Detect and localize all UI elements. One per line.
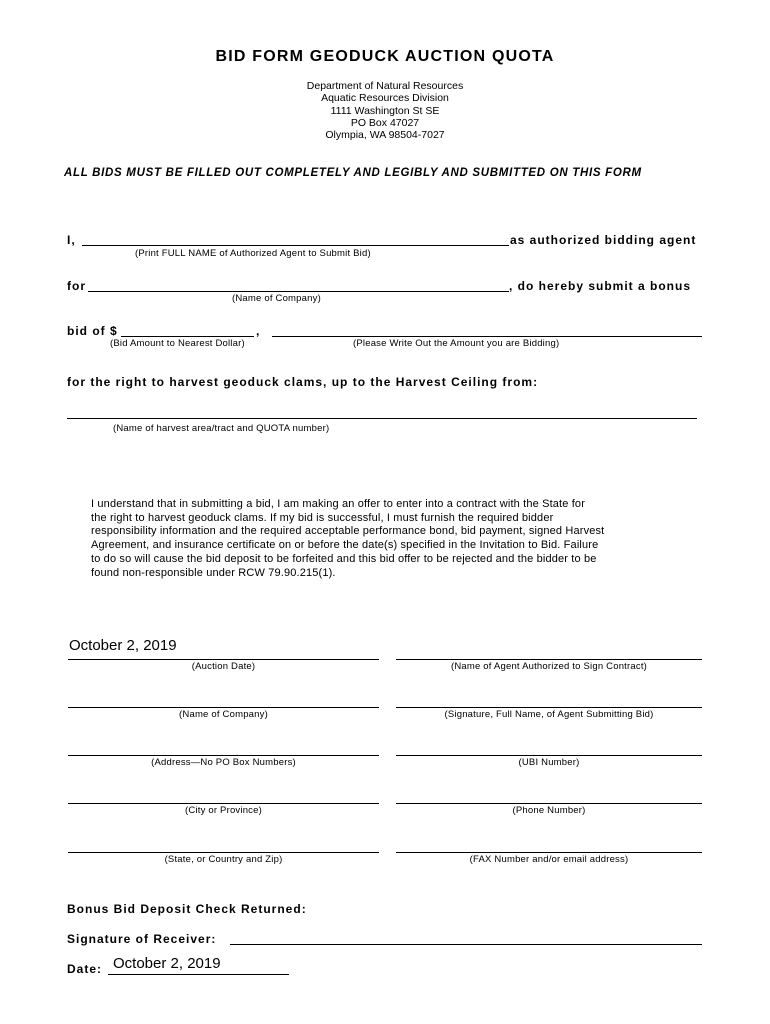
harvest-text: for the right to harvest geoduck clams, up to the Harvest Ceiling from:	[67, 375, 539, 389]
harvest-caption: (Name of harvest area/tract and QUOTA number)	[113, 423, 330, 434]
address-line-3: 1111 Washington St SE	[330, 105, 440, 117]
company-name-caption: (Name of Company)	[179, 709, 268, 720]
state-zip-line[interactable]	[68, 852, 379, 853]
auction-date-value[interactable]: October 2, 2019	[69, 637, 177, 654]
address-caption: (Address—No PO Box Numbers)	[151, 757, 296, 768]
terms-line: the right to harvest geoduck clams. If my bid is successful, I must furnish the required bidder	[91, 511, 554, 524]
agent-authorized-line[interactable]	[396, 659, 702, 660]
address-line-2: Aquatic Resources Division	[321, 92, 449, 104]
company-name-field[interactable]	[88, 291, 509, 292]
bid-amount-field[interactable]	[121, 336, 254, 337]
bid-amount-words-field[interactable]	[272, 336, 702, 337]
agent-suffix: as authorized bidding agent	[510, 233, 697, 247]
receiver-signature-field[interactable]	[230, 944, 702, 945]
terms-line: responsibility information and the required acceptable performance bond, bid payment, signed Harvest	[91, 525, 605, 538]
city-line[interactable]	[68, 803, 379, 804]
ubi-caption: (UBI Number)	[518, 757, 580, 768]
harvest-area-field[interactable]	[67, 418, 697, 419]
company-suffix: , do hereby submit a bonus	[509, 279, 692, 293]
agent-authorized-caption: (Name of Agent Authorized to Sign Contract)	[450, 661, 648, 672]
terms-line: I understand that in submitting a bid, I am making an offer to enter into a contract with the State for	[91, 498, 586, 510]
bid-prefix: bid of $	[67, 324, 118, 338]
state-zip-caption: (State, or Country and Zip)	[164, 854, 283, 865]
phone-line[interactable]	[396, 803, 702, 804]
city-caption: (City or Province)	[185, 805, 262, 816]
address-line-5: Olympia, WA 98504-7027	[325, 129, 445, 141]
address-line-1: Department of Natural Resources	[306, 80, 464, 92]
date-value[interactable]: October 2, 2019	[113, 955, 221, 972]
terms-line: found non-responsible under RCW 79.90.215(1).	[91, 566, 336, 579]
fax-email-line[interactable]	[396, 852, 702, 853]
receiver-signature-label: Signature of Receiver:	[67, 932, 217, 946]
bid-comma: ,	[256, 324, 261, 338]
terms-paragraph	[91, 498, 691, 580]
notice-text: ALL BIDS MUST BE FILLED OUT COMPLETELY AND LEGIBLY AND SUBMITTED ON THIS FORM	[64, 167, 642, 179]
form-title: BID FORM GEODUCK AUCTION QUOTA	[215, 48, 555, 65]
terms-line: Agreement, and insurance certificate on or before the date(s) specified in the Invitation to Bid. Failure	[91, 539, 599, 552]
company-name-line[interactable]	[68, 707, 379, 708]
signature-line[interactable]	[396, 707, 702, 708]
auction-date-line[interactable]	[68, 659, 379, 660]
ubi-line[interactable]	[396, 755, 702, 756]
fax-email-caption: (FAX Number and/or email address)	[469, 854, 629, 865]
address-line[interactable]	[68, 755, 379, 756]
agent-name-field[interactable]	[82, 245, 509, 246]
date-label: Date:	[67, 962, 103, 976]
auction-date-caption: (Auction Date)	[191, 661, 256, 672]
company-prefix: for	[67, 279, 86, 293]
signature-caption: (Signature, Full Name, of Agent Submitting Bid)	[444, 709, 654, 720]
address-line-4: PO Box 47027	[350, 117, 420, 129]
date-field[interactable]	[108, 974, 289, 975]
agent-caption: (Print FULL NAME of Authorized Agent to Submit Bid)	[135, 248, 371, 259]
deposit-returned-label: Bonus Bid Deposit Check Returned:	[67, 902, 307, 916]
agent-prefix: I,	[67, 233, 76, 247]
company-caption: (Name of Company)	[232, 293, 321, 304]
bid-words-caption: (Please Write Out the Amount you are Bidding)	[353, 338, 560, 349]
terms-line: to do so will cause the bid deposit to be forfeited and this bid offer to be rejected and the bidder to be	[91, 552, 597, 565]
phone-caption: (Phone Number)	[512, 805, 586, 816]
bid-amount-caption: (Bid Amount to Nearest Dollar)	[110, 338, 245, 349]
